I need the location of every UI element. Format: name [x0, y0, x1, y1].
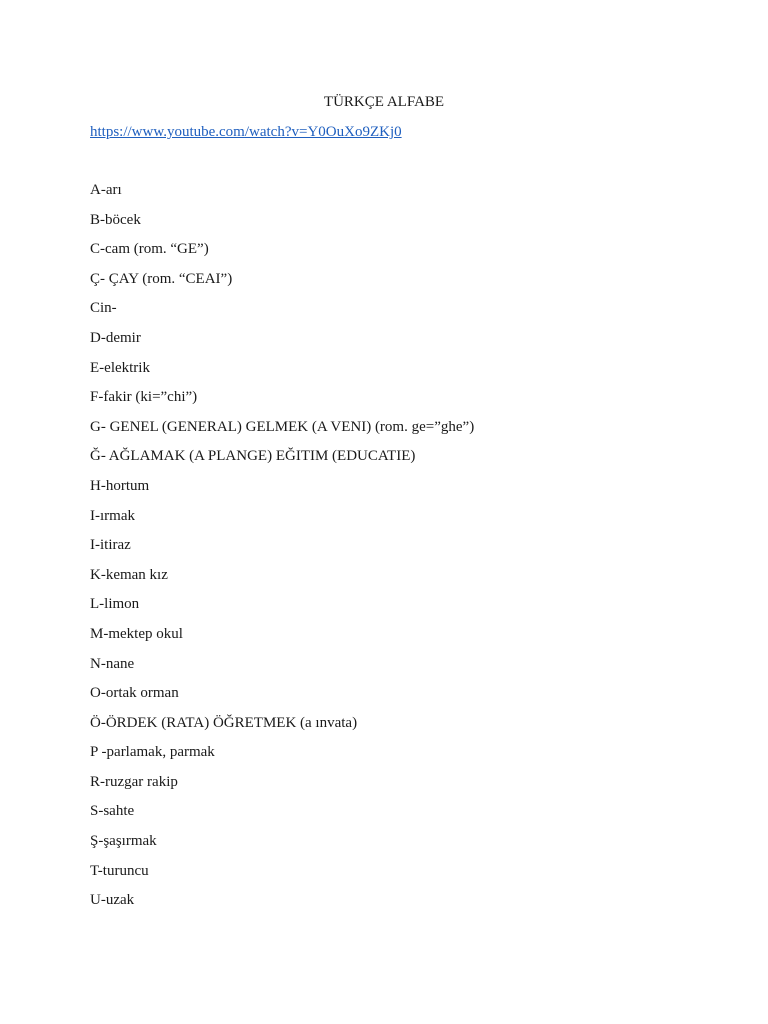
alphabet-entry: A-arı: [90, 182, 122, 198]
alphabet-entry: P -parlamak, parmak: [90, 744, 215, 761]
alphabet-entry: B-böcek: [90, 211, 141, 228]
alphabet-entry: Ç- ÇAY (rom. “CEAI”): [90, 270, 233, 287]
alphabet-entry: E-elektrik: [90, 359, 150, 376]
alphabet-entry: N-nane: [90, 655, 135, 672]
alphabet-entry: S-sahte: [90, 803, 135, 820]
youtube-link[interactable]: https://www.youtube.com/watch?v=Y0OuXo9ZKj0: [90, 124, 402, 140]
alphabet-entry: L-limon: [90, 596, 140, 613]
alphabet-entry: O-ortak orman: [90, 685, 179, 702]
alphabet-entry: R-ruzgar rakip: [90, 773, 178, 790]
alphabet-entry: Cin-: [90, 300, 117, 317]
alphabet-entry: U-uzak: [90, 892, 135, 909]
alphabet-entry: M-mektep okul: [90, 625, 183, 642]
alphabet-list: [90, 181, 474, 921]
document-title: TÜRKÇE ALFABE: [323, 94, 445, 110]
alphabet-entry: K-keman kız: [90, 566, 168, 583]
alphabet-entry: C-cam (rom. “GE”): [90, 241, 209, 258]
alphabet-entry: Ö-ÖRDEK (RATA) ÖĞRETMEK (a ınvata): [90, 714, 358, 731]
alphabet-entry: I-itiraz: [90, 537, 131, 554]
alphabet-entry: Ğ- AĞLAMAK (A PLANGE) EĞITIM (EDUCATIE): [90, 448, 416, 465]
alphabet-entry: Ş-şaşırmak: [90, 833, 157, 850]
alphabet-entry: T-turuncu: [90, 862, 149, 879]
alphabet-entry: I-ırmak: [90, 507, 135, 524]
alphabet-entry: H-hortum: [90, 477, 150, 494]
alphabet-entry: G- GENEL (GENERAL) GELMEK (A VENI) (rom. ge=”ghe”): [90, 418, 475, 435]
alphabet-entry: F-fakir (ki=”chi”): [90, 389, 198, 406]
alphabet-entry: D-demir: [90, 329, 141, 346]
